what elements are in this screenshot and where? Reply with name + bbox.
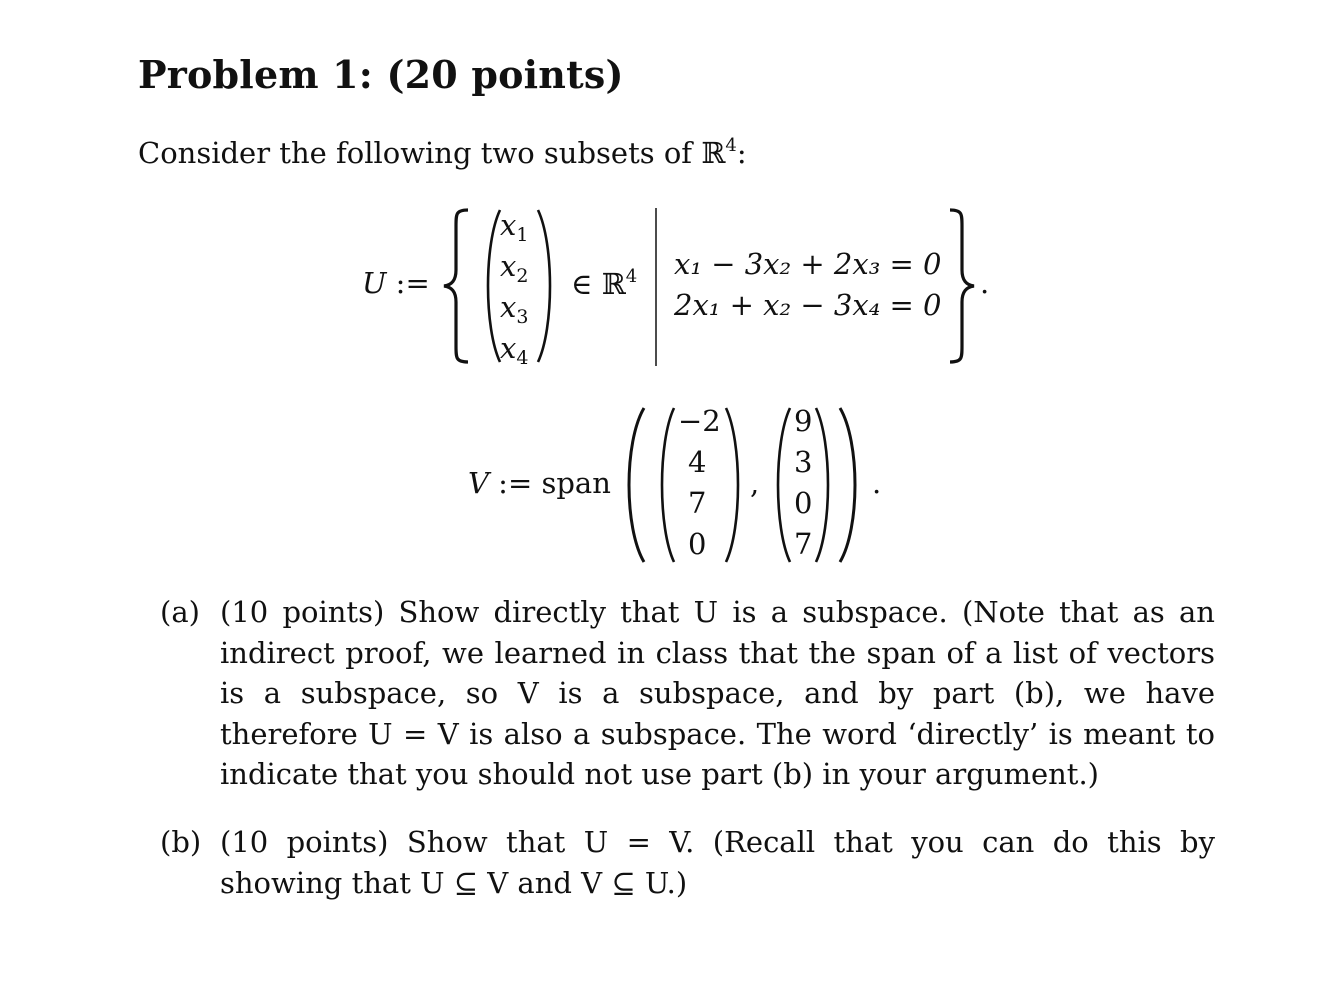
intro-exponent: 4: [725, 135, 737, 156]
u-vector-left-paren: [488, 210, 500, 362]
right-set-brace: [950, 210, 974, 362]
u-vector-entry: $x_2$: [500, 249, 529, 287]
u-assign: :=: [395, 266, 430, 300]
v-vector1-right-paren: [726, 408, 738, 562]
u-name: U: [362, 266, 387, 300]
u-period: .: [980, 266, 990, 300]
v-vector2-entry: 9: [794, 404, 813, 438]
v-vector1-entry: 0: [688, 527, 707, 561]
span-left-paren: [629, 408, 644, 562]
v-vector1-entry: 4: [688, 445, 707, 479]
v-name: V: [468, 466, 489, 500]
v-vector2-left-paren: [778, 408, 790, 562]
u-vector-entry: $x_3$: [500, 290, 529, 328]
part-b-text: (10 points) Show that U = V. (Recall that you can do this by showing that U ⊆ V and V ⊆ U.): [220, 825, 1215, 900]
u-vector-entry: $x_4$: [500, 331, 529, 369]
part-b-label: (b): [160, 825, 202, 859]
u-definition-label: [362, 266, 430, 300]
v-vector2-entry: 0: [794, 486, 813, 520]
u-equation-2: 2x₁ + x₂ − 3x₄ = 0: [674, 288, 942, 322]
v-vector1-entry: −2: [678, 404, 721, 438]
intro-sentence: [138, 135, 747, 170]
v-span-delimiters: [620, 402, 870, 568]
part-a-text: (10 points) Show directly that U is a subspace. (Note that as an indirect proof, we learned in class that the span of a list of vectors is a subspace, so V is a subspace, and by part (b), we have therefore U = V is also a subspace. The word ‘directly’ is meant to indicate that you should not use part (b) in your argument.): [220, 595, 1215, 791]
u-vector-right-paren: [538, 210, 550, 362]
v-period: .: [872, 466, 882, 500]
u-vector-entry: $x_1$: [500, 208, 529, 246]
left-set-brace: [444, 210, 468, 362]
part-a-label: (a): [160, 595, 200, 629]
u-membership: ∈ ℝ$^4$: [571, 266, 638, 301]
u-equation-1: x₁ − 3x₂ + 2x₃ = 0: [674, 247, 942, 281]
v-vector2-entry: 3: [794, 445, 813, 479]
intro-colon: :: [736, 136, 747, 170]
v-definition-label: [468, 466, 611, 500]
v-assign: := span: [498, 466, 611, 500]
span-right-paren: [840, 408, 855, 562]
problem-heading: Problem 1: (20 points): [138, 52, 624, 97]
v-vector1-entry: 7: [688, 486, 707, 520]
v-vector-comma: ,: [750, 466, 760, 500]
v-vector2-right-paren: [816, 408, 828, 562]
intro-space: ℝ: [701, 136, 726, 170]
intro-text: Consider the following two subsets of: [138, 136, 702, 170]
v-vector2-entry: 7: [794, 527, 813, 561]
v-vector1-left-paren: [662, 408, 674, 562]
